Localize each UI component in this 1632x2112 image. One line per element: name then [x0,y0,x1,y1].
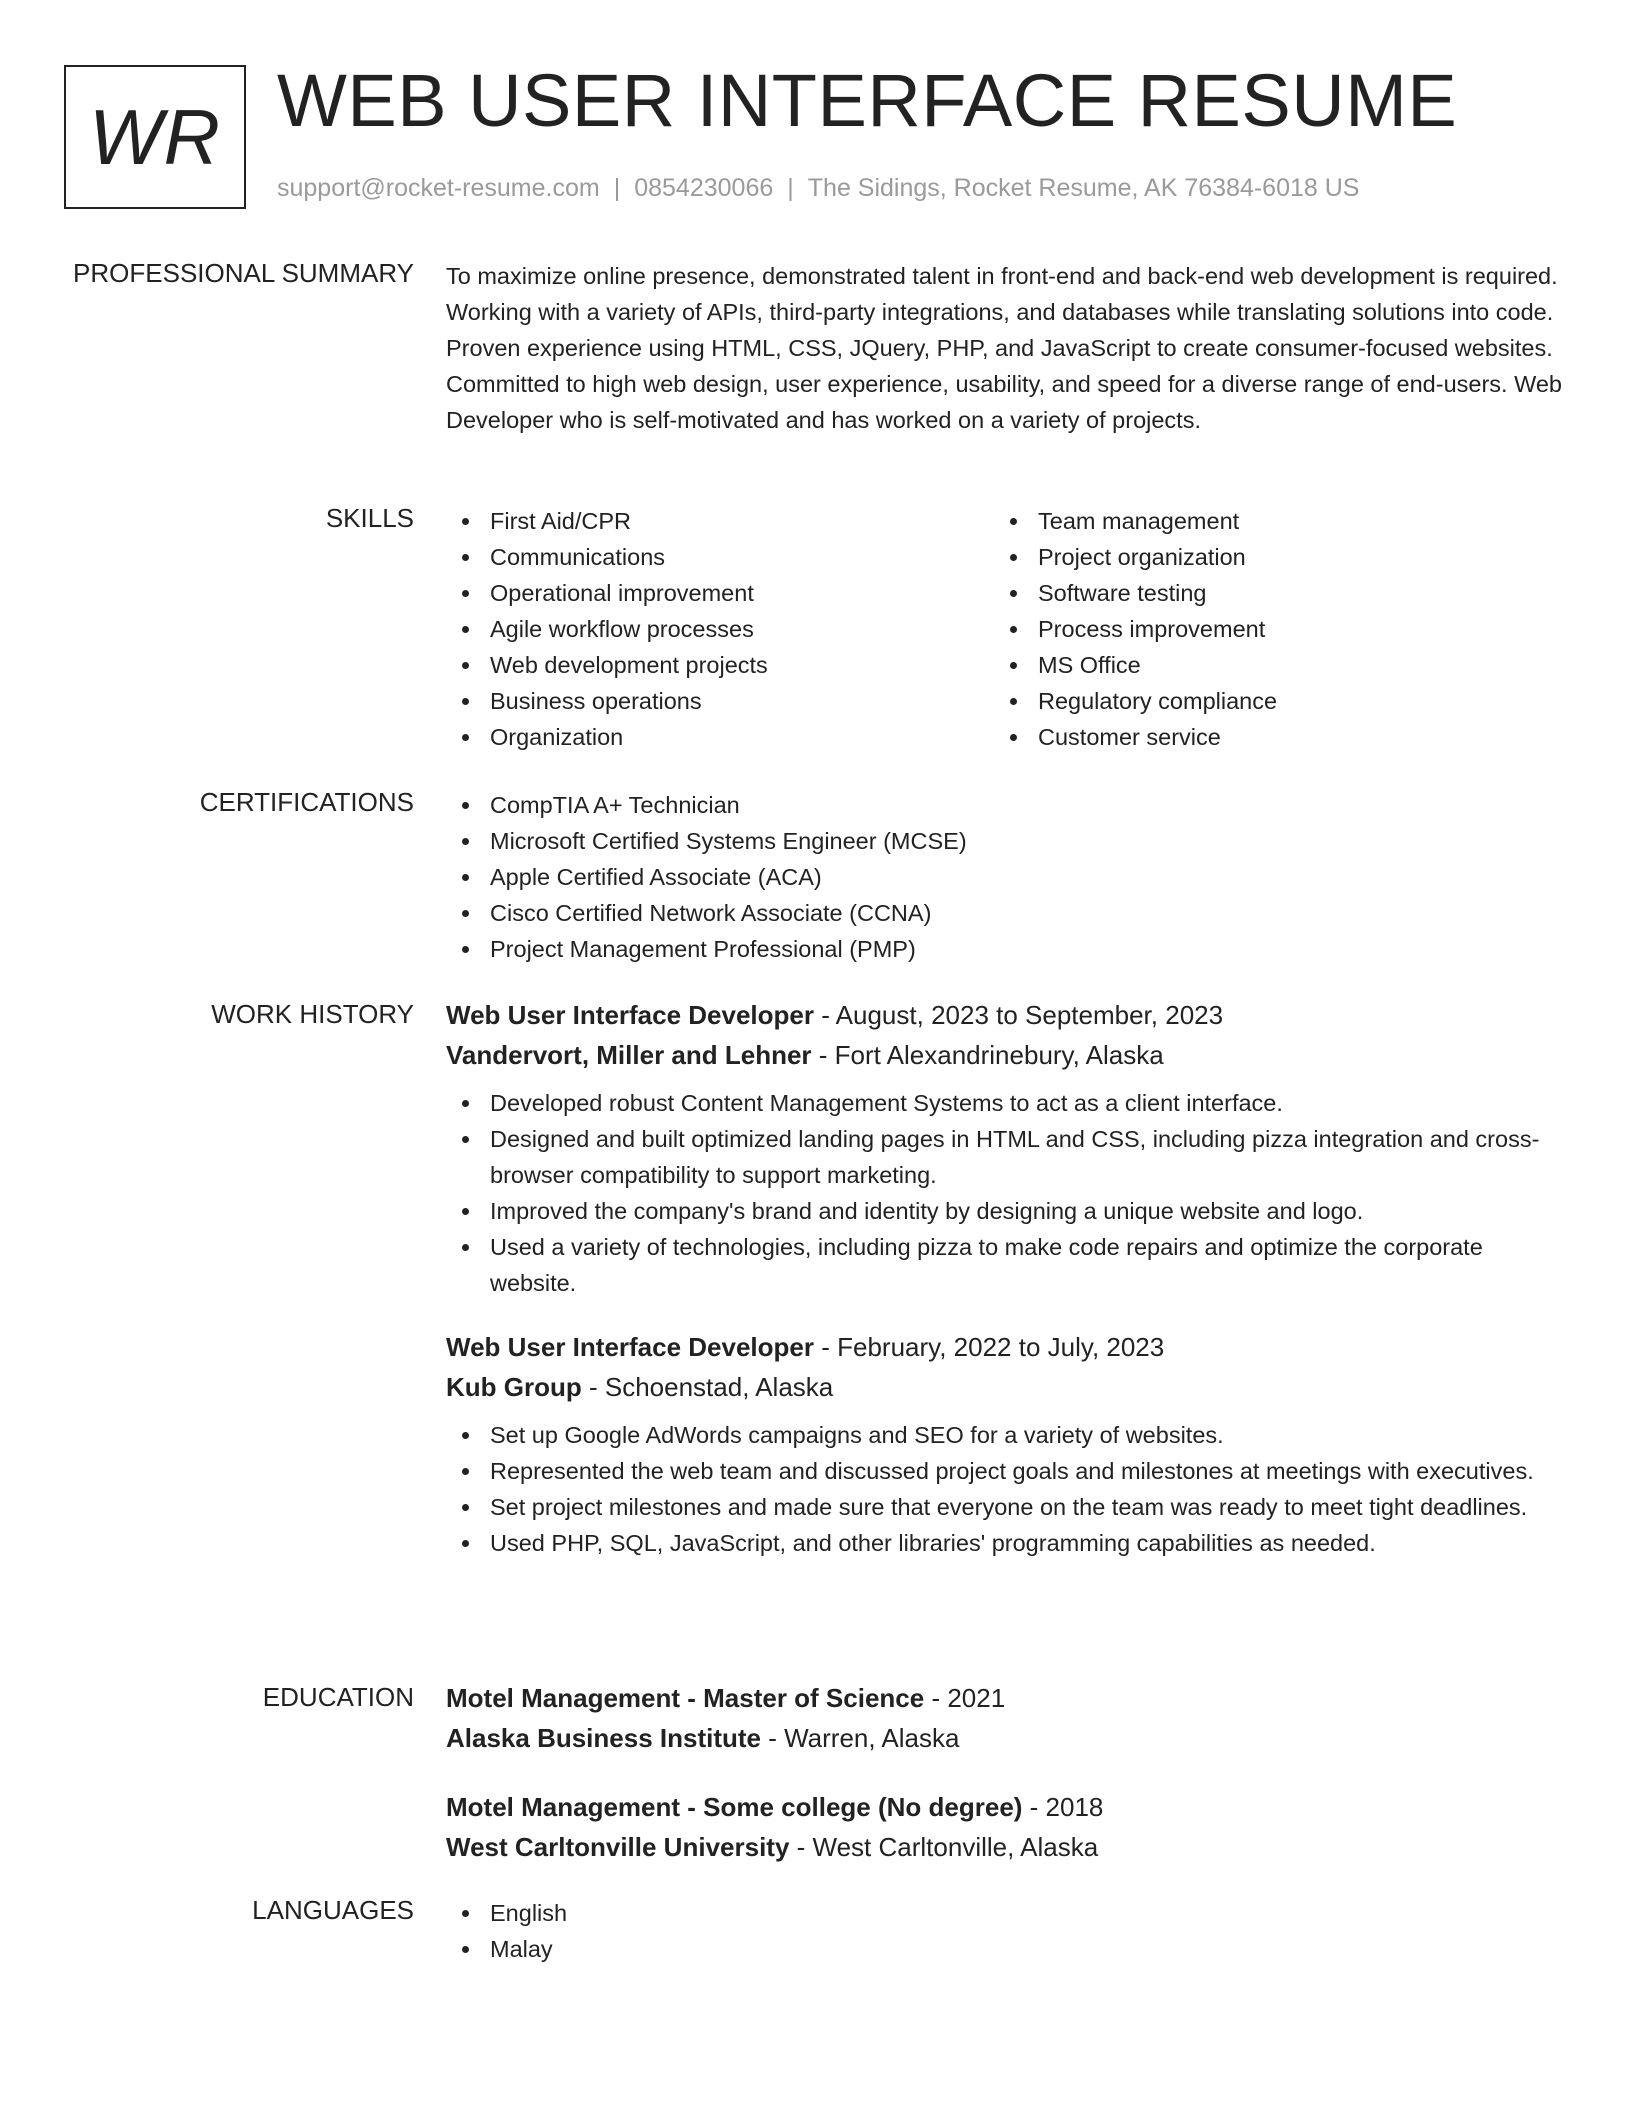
list-item: English [446,1895,1562,1931]
list-item: Used a variety of technologies, including pizza to make code repairs and optimize the corporate website. [446,1229,1562,1301]
list-item: MS Office [994,647,1542,683]
contact-phone: 0854230066 [634,174,774,202]
degree-line [446,1787,1562,1827]
job-entry [446,1327,1562,1561]
job-location: - Schoenstad, Alaska [581,1372,834,1402]
school-line [446,1827,1562,1867]
list-item: CompTIA A+ Technician [446,787,1562,823]
degree: Motel Management - Master of Science [446,1683,925,1713]
list-item: Software testing [994,575,1542,611]
list-item: Process improvement [994,611,1542,647]
school-line [446,1718,1562,1758]
job-dates: - February, 2022 to July, 2023 [814,1332,1165,1362]
list-item: Microsoft Certified Systems Engineer (MCSE) [446,823,1562,859]
job-title-line [446,1327,1562,1367]
section-label-skills: SKILLS [325,503,414,533]
job-company: Vandervort, Miller and Lehner [446,1040,812,1070]
job-title: Web User Interface Developer [446,1332,814,1362]
job-location: - Fort Alexandrinebury, Alaska [811,1040,1164,1070]
section-label-education: EDUCATION [262,1682,414,1712]
list-item: Developed robust Content Management Systems to act as a client interface. [446,1085,1562,1121]
list-item: Project Management Professional (PMP) [446,931,1562,967]
degree-year: - 2018 [1022,1792,1104,1822]
school: Alaska Business Institute [446,1723,761,1753]
job-company-line [446,1367,1562,1407]
contact-email: support@rocket-resume.com [277,174,600,202]
section-label-work: WORK HISTORY [211,999,414,1029]
section-label-certifications: CERTIFICATIONS [199,787,414,817]
list-item: First Aid/CPR [446,503,994,539]
list-item: Regulatory compliance [994,683,1542,719]
list-item: Customer service [994,719,1542,755]
list-item: Agile workflow processes [446,611,994,647]
list-item: Improved the company's brand and identity by designing a unique website and logo. [446,1193,1562,1229]
skills-list-left [446,503,994,755]
list-item: Set up Google AdWords campaigns and SEO for a variety of websites. [446,1417,1562,1453]
school: West Carltonville University [446,1832,790,1862]
degree-year: - 2021 [924,1683,1006,1713]
school-location: - West Carltonville, Alaska [789,1832,1099,1862]
contact-address: The Sidings, Rocket Resume, AK 76384-6018 US [807,174,1360,202]
list-item: Designed and built optimized landing pages in HTML and CSS, including pizza integration and cross-browser compatibility to support marketing. [446,1121,1562,1193]
languages-list [446,1895,1562,1967]
certifications-list [446,787,1562,967]
list-item: Represented the web team and discussed project goals and milestones at meetings with executives. [446,1453,1562,1489]
list-item: Project organization [994,539,1542,575]
list-item: Malay [446,1931,1562,1967]
school-location: - Warren, Alaska [761,1723,960,1753]
list-item: Set project milestones and made sure that everyone on the team was ready to meet tight deadlines. [446,1489,1562,1525]
job-bullets [446,1085,1562,1301]
job-company: Kub Group [446,1372,582,1402]
list-item: Operational improvement [446,575,994,611]
contact-separator: | [787,174,794,202]
list-item: Apple Certified Associate (ACA) [446,859,1562,895]
contact-line [277,174,1359,203]
section-label-summary: PROFESSIONAL SUMMARY [73,258,414,288]
job-bullets [446,1417,1562,1561]
degree: Motel Management - Some college (No degree) [446,1792,1023,1822]
summary-text: To maximize online presence, demonstrated talent in front-end and back-end web development is required. Working with a variety of APIs, third-party integrations, and databases while translating solutions into code. Proven experience using HTML, CSS, JQuery, PHP, and JavaScript to create consumer-focused websites. Committed to high web design, user experience, usability, and speed for a diverse range of end-users. Web Developer who is self-motivated and has worked on a variety of projects. [446,263,1562,433]
education-entry [446,1787,1562,1867]
job-entry [446,995,1562,1301]
list-item: Communications [446,539,994,575]
list-item: Used PHP, SQL, JavaScript, and other libraries' programming capabilities as needed. [446,1525,1562,1561]
list-item: Organization [446,719,994,755]
job-company-line [446,1035,1562,1075]
list-item: Web development projects [446,647,994,683]
list-item: Cisco Certified Network Associate (CCNA) [446,895,1562,931]
list-item: Business operations [446,683,994,719]
list-item: Team management [994,503,1542,539]
monogram-text: WR [89,92,221,181]
contact-separator: | [613,174,621,202]
section-label-languages: LANGUAGES [252,1895,414,1925]
monogram-logo [64,65,246,209]
degree-line [446,1678,1562,1718]
skills-list-right [994,503,1542,755]
resume-title: WEB USER INTERFACE RESUME [277,59,1458,142]
education-entry [446,1678,1562,1758]
job-title: Web User Interface Developer [446,1000,814,1030]
job-title-line [446,995,1562,1035]
job-dates: - August, 2023 to September, 2023 [814,1000,1224,1030]
